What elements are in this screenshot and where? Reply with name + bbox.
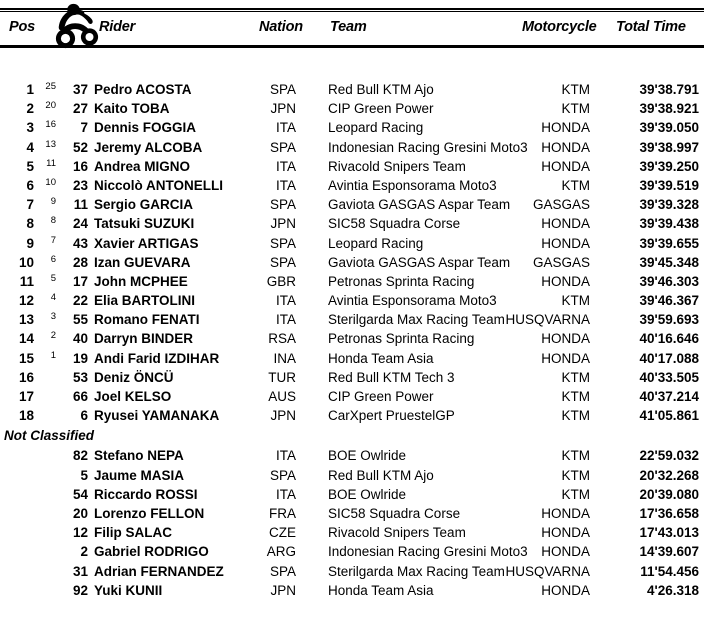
rider-name: Stefano NEPA xyxy=(94,448,184,464)
rider-total-time: 14'39.607 xyxy=(639,544,699,560)
rider-number: 12 xyxy=(72,525,88,541)
table-row xyxy=(0,214,704,233)
rider-motorcycle: HONDA xyxy=(541,273,590,289)
rider-total-time: 39'39.519 xyxy=(639,177,699,193)
rider-total-time: 20'39.080 xyxy=(639,486,699,502)
rider-motorcycle: HUSQVARNA xyxy=(505,312,590,328)
result-position: 1 xyxy=(26,82,34,97)
rider-team: Indonesian Racing Gresini Moto3 xyxy=(328,139,528,155)
rider-nation: ITA xyxy=(276,120,296,136)
rider-team: Petronas Sprinta Racing xyxy=(328,273,475,289)
table-row xyxy=(0,523,704,542)
rider-motorcycle: HUSQVARNA xyxy=(505,563,590,579)
rider-nation: FRA xyxy=(269,505,296,521)
rider-total-time: 39'38.997 xyxy=(639,139,699,155)
rider-number: 66 xyxy=(72,389,88,404)
rider-name: Ryusei YAMANAKA xyxy=(94,408,220,424)
rider-nation: JPN xyxy=(270,101,296,117)
table-row xyxy=(0,406,704,425)
table-row xyxy=(0,138,704,157)
rider-name: Lorenzo FELLON xyxy=(94,505,205,521)
rider-motorcycle: HONDA xyxy=(541,350,590,366)
result-position: 6 xyxy=(26,177,34,193)
rider-motorcycle: HONDA xyxy=(541,158,590,174)
rider-motorcycle: HONDA xyxy=(541,139,590,155)
rider-name: Elia BARTOLINI xyxy=(94,293,196,309)
rider-number: 24 xyxy=(72,216,88,232)
rider-total-time: 11'54.456 xyxy=(640,563,699,579)
rider-team: CarXpert PruestelGP xyxy=(328,408,455,424)
result-points: 9 xyxy=(50,196,56,208)
rider-motorcycle: HONDA xyxy=(541,331,590,347)
rider-nation: SPA xyxy=(269,563,296,579)
rider-name: Andi Farid IZDIHAR xyxy=(94,350,220,366)
rider-nation: JPN xyxy=(270,408,296,424)
rider-team: Red Bull KTM Ajo xyxy=(328,467,434,483)
rider-total-time: 39'46.367 xyxy=(639,293,699,309)
rider-total-time: 39'39.328 xyxy=(639,197,699,213)
rider-motorcycle: KTM xyxy=(561,467,590,483)
rider-number: 31 xyxy=(72,563,88,579)
rider-nation: AUS xyxy=(268,389,296,404)
rider-nation: CZE xyxy=(269,525,296,541)
rider-number: 19 xyxy=(72,350,88,366)
rider-nation: JPN xyxy=(270,582,296,598)
result-position: 3 xyxy=(26,120,34,136)
rider-team: Rivacold Snipers Team xyxy=(328,158,466,174)
rider-total-time: 4'26.318 xyxy=(646,582,699,598)
result-points: 2 xyxy=(50,330,56,342)
rider-number: 11 xyxy=(73,197,88,213)
rider-nation: GBR xyxy=(266,273,296,289)
table-row xyxy=(0,176,704,195)
rider-number: 53 xyxy=(72,369,88,385)
column-header-rider: Rider xyxy=(99,19,136,35)
rider-number: 52 xyxy=(72,139,88,155)
rider-nation: SPA xyxy=(269,254,296,270)
classified-group xyxy=(0,80,704,425)
rider-motorcycle: HONDA xyxy=(541,544,590,560)
rider-total-time: 40'17.088 xyxy=(639,350,699,366)
result-position: 5 xyxy=(26,158,34,174)
result-points: 8 xyxy=(50,215,56,227)
rider-number: 82 xyxy=(72,448,88,464)
result-position: 18 xyxy=(18,408,34,424)
rider-number: 43 xyxy=(72,235,88,251)
rider-motorcycle: HONDA xyxy=(541,505,590,521)
column-header-total-time: Total Time xyxy=(616,19,686,35)
rider-number: 17 xyxy=(72,273,88,289)
rider-team: SIC58 Squadra Corse xyxy=(328,216,461,232)
rider-total-time: 39'59.693 xyxy=(639,312,699,328)
rider-motorcycle: HONDA xyxy=(541,525,590,541)
rider-team: Petronas Sprinta Racing xyxy=(328,331,475,347)
table-row xyxy=(0,387,704,406)
result-points: 16 xyxy=(45,119,56,131)
rider-team: Red Bull KTM Tech 3 xyxy=(328,369,455,385)
table-row xyxy=(0,234,704,253)
result-points: 25 xyxy=(45,81,56,92)
table-row xyxy=(0,466,704,485)
column-header-pos: Pos xyxy=(9,19,35,35)
rider-name: Riccardo ROSSI xyxy=(94,486,198,502)
rider-name: Xavier ARTIGAS xyxy=(94,235,199,251)
result-position: 7 xyxy=(26,197,34,213)
rider-nation: RSA xyxy=(268,331,296,347)
rider-name: Sergio GARCIA xyxy=(94,197,194,213)
rider-team: Avintia Esponsorama Moto3 xyxy=(328,293,497,309)
rider-total-time: 17'43.013 xyxy=(639,525,699,541)
rider-motorcycle: HONDA xyxy=(541,120,590,136)
rider-name: Andrea MIGNO xyxy=(94,158,191,174)
rider-team: BOE Owlride xyxy=(328,448,407,464)
result-points: 10 xyxy=(45,176,56,188)
table-row xyxy=(0,485,704,504)
result-position: 15 xyxy=(18,350,34,366)
rider-nation: ITA xyxy=(276,177,296,193)
result-position: 8 xyxy=(26,216,34,232)
rider-team: Sterilgarda Max Racing Team xyxy=(328,563,505,579)
table-row xyxy=(0,310,704,329)
rider-name: John MCPHEE xyxy=(94,273,188,289)
result-position: 13 xyxy=(18,312,34,328)
result-points: 13 xyxy=(45,138,56,150)
result-points: 6 xyxy=(50,253,56,265)
not-classified-group xyxy=(0,446,704,600)
rider-total-time: 39'39.438 xyxy=(639,216,699,232)
rider-nation: JPN xyxy=(270,216,296,232)
rider-motorcycle: GASGAS xyxy=(532,197,590,213)
rider-total-time: 39'39.250 xyxy=(639,158,699,174)
rider-nation: ITA xyxy=(276,293,296,309)
rider-number: 40 xyxy=(72,331,88,347)
rider-name: Yuki KUNII xyxy=(94,582,163,598)
rider-team: CIP Green Power xyxy=(328,101,434,117)
table-row xyxy=(0,329,704,348)
rider-nation: ITA xyxy=(276,448,296,464)
column-header-nation: Nation xyxy=(259,19,303,35)
rider-nation: SPA xyxy=(269,467,296,483)
rider-name: Jeremy ALCOBA xyxy=(94,139,203,155)
rider-total-time: 17'36.658 xyxy=(639,505,699,521)
rider-name: Deniz ÖNCÜ xyxy=(94,369,174,385)
rider-motorcycle: KTM xyxy=(561,293,590,309)
column-header-motorcycle: Motorcycle xyxy=(522,19,597,35)
result-position: 4 xyxy=(26,139,34,155)
column-header-team: Team xyxy=(330,19,367,35)
result-position: 14 xyxy=(18,331,34,347)
table-row xyxy=(0,118,704,137)
result-position: 11 xyxy=(19,273,34,289)
rider-number: 5 xyxy=(80,467,88,483)
result-points: 20 xyxy=(45,100,56,112)
rider-nation: ARG xyxy=(266,544,296,560)
rider-motorcycle: KTM xyxy=(561,448,590,464)
rider-team: Indonesian Racing Gresini Moto3 xyxy=(328,544,528,560)
rider-name: Gabriel RODRIGO xyxy=(94,544,209,560)
rider-nation: ITA xyxy=(276,158,296,174)
rider-total-time: 40'16.646 xyxy=(639,331,699,347)
rider-number: 22 xyxy=(72,293,88,309)
rider-number: 92 xyxy=(72,582,88,598)
rider-team: CIP Green Power xyxy=(328,389,434,404)
table-row xyxy=(0,446,704,465)
rider-number: 7 xyxy=(80,120,88,136)
rider-name: Jaume MASIA xyxy=(94,467,185,483)
result-position: 16 xyxy=(18,369,34,385)
rider-total-time: 40'37.214 xyxy=(639,389,699,404)
rider-number: 16 xyxy=(72,158,88,174)
result-points: 5 xyxy=(50,272,56,284)
rider-total-time: 41'05.861 xyxy=(639,408,699,424)
rider-team: BOE Owlride xyxy=(328,486,407,502)
rider-name: Romano FENATI xyxy=(94,312,200,328)
rider-motorcycle: KTM xyxy=(561,177,590,193)
rider-number: 55 xyxy=(72,312,88,328)
rider-team: Gaviota GASGAS Aspar Team xyxy=(328,254,511,270)
rider-motorcycle: KTM xyxy=(561,82,590,97)
table-row xyxy=(0,581,704,600)
rider-motorcycle: HONDA xyxy=(541,235,590,251)
rider-total-time: 39'46.303 xyxy=(639,273,699,289)
table-row xyxy=(0,80,704,99)
rider-number: 37 xyxy=(72,82,88,97)
rider-team: Honda Team Asia xyxy=(328,350,434,366)
rider-team: Avintia Esponsorama Moto3 xyxy=(328,177,497,193)
result-points: 1 xyxy=(50,349,56,361)
rider-number: 23 xyxy=(72,177,88,193)
rider-name: Darryn BINDER xyxy=(94,331,194,347)
rider-name: Kaito TOBA xyxy=(94,101,170,117)
table-header xyxy=(0,8,704,48)
table-row xyxy=(0,542,704,561)
rider-total-time: 39'38.921 xyxy=(639,101,699,117)
rider-team: Honda Team Asia xyxy=(328,582,434,598)
results-body xyxy=(0,80,704,600)
table-row xyxy=(0,349,704,368)
rider-team: Sterilgarda Max Racing Team xyxy=(328,312,505,328)
rider-number: 2 xyxy=(80,544,88,560)
rider-team: SIC58 Squadra Corse xyxy=(328,505,461,521)
rider-total-time: 39'39.050 xyxy=(639,120,699,136)
rider-total-time: 22'59.032 xyxy=(639,448,699,464)
table-row xyxy=(0,291,704,310)
rider-team: Leopard Racing xyxy=(328,120,424,136)
result-points: 7 xyxy=(50,234,56,246)
rider-name: Joel KELSO xyxy=(94,389,172,404)
table-row xyxy=(0,195,704,214)
rider-nation: ITA xyxy=(276,312,296,328)
rider-motorcycle: GASGAS xyxy=(532,254,590,270)
rider-name: Tatsuki SUZUKI xyxy=(94,216,195,232)
rider-motorcycle: KTM xyxy=(561,389,590,404)
rider-name: Niccolò ANTONELLI xyxy=(94,177,224,193)
rider-nation: SPA xyxy=(269,197,296,213)
rider-number: 27 xyxy=(72,101,88,117)
rider-name: Pedro ACOSTA xyxy=(94,82,192,97)
rider-motorcycle: HONDA xyxy=(541,216,590,232)
rider-total-time: 39'39.655 xyxy=(639,235,699,251)
rider-motorcycle: HONDA xyxy=(541,582,590,598)
rider-team: Gaviota GASGAS Aspar Team xyxy=(328,197,511,213)
rider-nation: INA xyxy=(273,350,296,366)
not-classified-label: Not Classified xyxy=(4,428,95,444)
table-row xyxy=(0,272,704,291)
result-position: 2 xyxy=(26,101,34,117)
rider-nation: TUR xyxy=(268,369,296,385)
result-points: 4 xyxy=(50,292,56,304)
table-row xyxy=(0,504,704,523)
rider-name: Izan GUEVARA xyxy=(94,254,191,270)
rider-motorcycle: KTM xyxy=(561,486,590,502)
rider-nation: ITA xyxy=(276,486,296,502)
rider-total-time: 40'33.505 xyxy=(639,369,699,385)
rider-motorcycle: KTM xyxy=(561,369,590,385)
rider-number: 6 xyxy=(80,408,88,424)
motorcycle-rider-icon xyxy=(50,2,104,50)
table-row xyxy=(0,562,704,581)
result-points: 3 xyxy=(50,311,56,323)
rider-name: Dennis FOGGIA xyxy=(94,120,197,136)
result-position: 17 xyxy=(18,389,34,404)
rider-total-time: 39'45.348 xyxy=(639,254,699,270)
rider-name: Adrian FERNANDEZ xyxy=(94,563,224,579)
rider-motorcycle: KTM xyxy=(561,408,590,424)
rider-number: 20 xyxy=(72,505,88,521)
table-row xyxy=(0,368,704,387)
rider-total-time: 20'32.268 xyxy=(639,467,699,483)
rider-nation: SPA xyxy=(269,139,296,155)
not-classified-heading xyxy=(0,425,704,446)
result-points: 11 xyxy=(46,157,56,169)
result-position: 12 xyxy=(18,293,34,309)
rider-name: Filip SALAC xyxy=(94,525,172,541)
rider-motorcycle: KTM xyxy=(561,101,590,117)
rider-team: Rivacold Snipers Team xyxy=(328,525,466,541)
rider-team: Leopard Racing xyxy=(328,235,424,251)
rider-number: 54 xyxy=(72,486,88,502)
result-position: 10 xyxy=(18,254,34,270)
rider-nation: SPA xyxy=(269,235,296,251)
table-row xyxy=(0,99,704,118)
result-position: 9 xyxy=(26,235,34,251)
rider-number: 28 xyxy=(72,254,88,270)
rider-team: Red Bull KTM Ajo xyxy=(328,82,434,97)
table-row xyxy=(0,157,704,176)
rider-total-time: 39'38.791 xyxy=(639,82,699,97)
table-row xyxy=(0,253,704,272)
rider-nation: SPA xyxy=(269,82,296,97)
